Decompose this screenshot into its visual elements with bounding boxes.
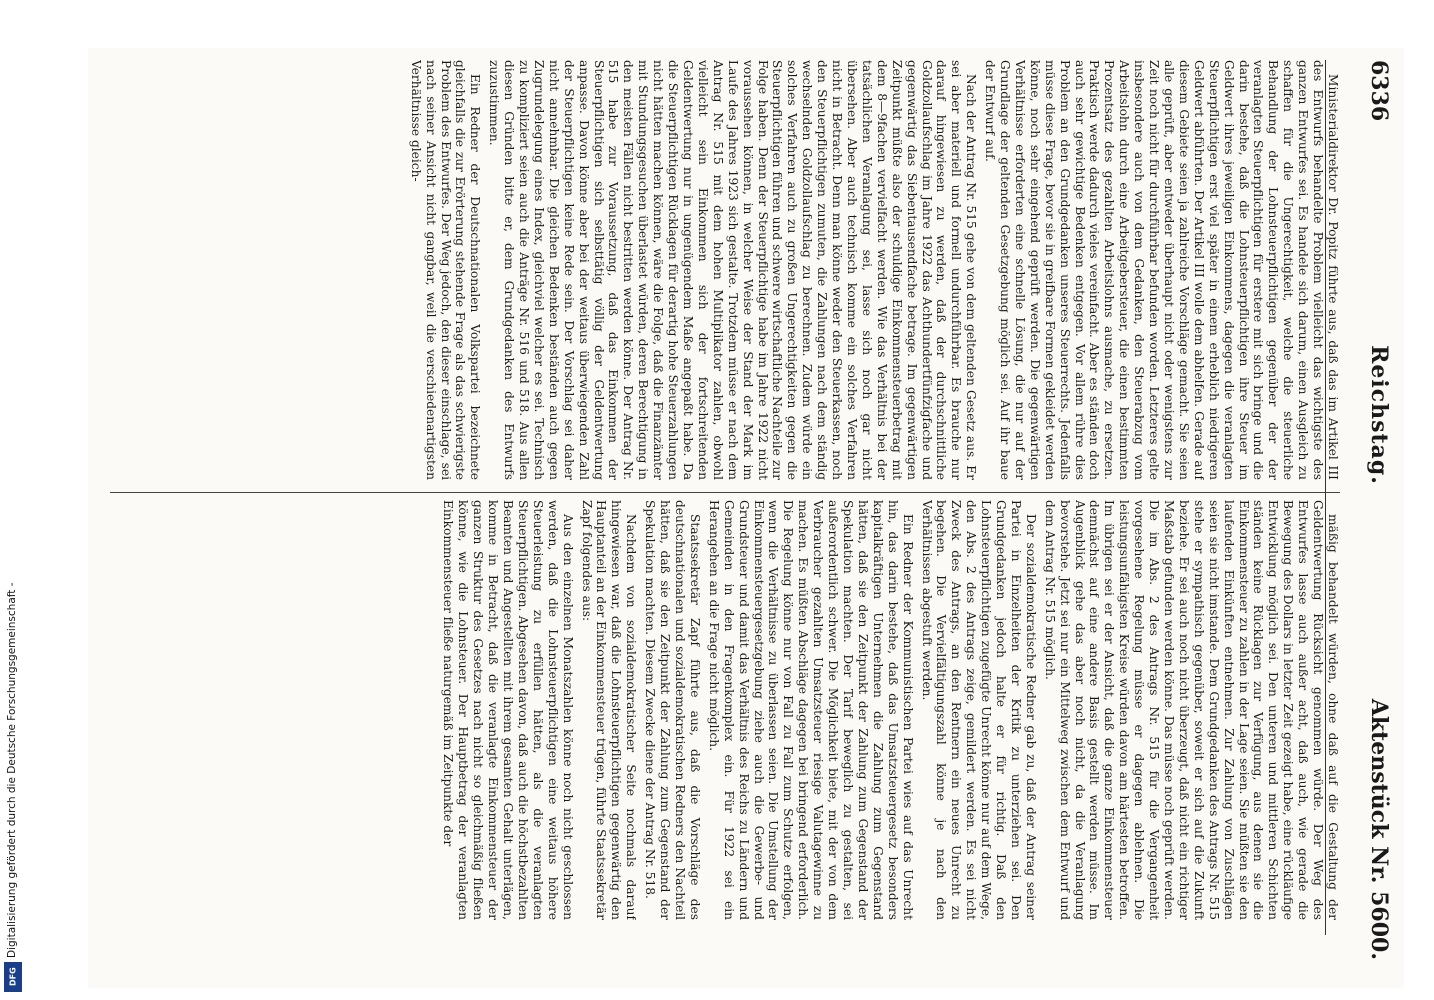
left-column [130,60,1340,480]
page-number: 6336 [1366,60,1392,122]
paragraph: Nachdem von sozialdemokratischer Seite nochmals darauf hingewiesen war, daß die Lohnsteuerpflichtigen gegenwärtig den Hauptanteil an der Einkommensteuer trügen, führte Staatssekretär Zapf folgendes aus: [579,500,639,920]
dfg-logo: DFG [4,962,22,992]
paragraph: Nach der Antrag Nr. 515 gehe von dem geltenden Gesetz aus. Er sei aber materiell und formell undurchführbar. Es brauche nur darauf hingewiesen zu werden, daß der durchschnittliche Goldzollaufschlag im Jahre 1922 das Achthundertfünfzigfache und gegenwärtig das Siebentausendfache betrage. Im gegenwärtigen Zeitpunkt müßte also der schuldige Einkommensteuerbetrag mit dem 8—9fachen vervielfacht werden. Wie das Verhältnis bei der tatsächlichen Veranlagung sei, lasse sich noch gar nicht übersehen. Aber auch technisch komme ein solches Verfahren nicht in Betracht. Denn man könne weder den Steuerkassen, noch den Steuerpflichtigen zumuten, die Zahlungen nach dem ständig wechselnden Goldzollaufschlag zu berechnen. Zudem würde ein solches Verfahren auch zu großen Ungerechtigkeiten gegen die Steuerpflichtigen führen und schwere wirtschaftliche Nachteile zur Folge haben. Denn der Steuerpflichtige habe im Jahre 1922 nicht voraussehen können, in welcher Weise der Stand der Mark im Laufe des Jahres 1923 sich gestalte. Trotzdem müsse er nach dem Antrag Nr. 515 mit dem hohen Multiplikator zahlen, obwohl vielleicht sein Einkommen sich der fortschreitenden Geldentwertung nur in ungenügendem Maße angepaßt habe. Da die Steuerpflichtigen Rücklagen für derartig hohe Steuerzahlungen nicht hätten machen können, wäre die Folge, daß die Finanzämter mit Stundungsgesuchen überlastet würden, deren Berechtigung in den meisten Fällen nicht bestritten werden könne. Der Antrag Nr. 515 habe zur Voraussetzung, daß das Einkommen der Steuerpflichtigen sich selbsttätig völlig der Geldentwertung anpasse. Davon könne aber bei der weitaus überwiegenden Zahl der Steuerpflichtigen keine Rede sein. Der Vorschlag sei daher nicht annehmbar. Die gleichen Bedenken beständen auch gegen Zugrundelegung eines Index, gleichviel welcher es sei. Technisch zu kompliziert seien auch die Anträge Nr. 516 und 518. Aus allen diesen Gründen bitte er, dem Grundgedanken des Entwurfs zuzustimmen. [487,60,979,480]
page-header [1352,60,1392,960]
digitization-credit [0,0,30,1000]
paragraph: Aus den einzelnen Monatszahlen könne noch nicht geschlossen werden, daß die Lohnsteuerpflichtigen eine weitaus höhere Steuerleistung zu erfüllen hätten, als die veranlagten Steuerpflichtigen. Abgesehen davon, daß auch die höchstbezahlten Beamten und Angestellten mit ihrem gesamten Gehalt unterlägen, komme in Betracht, daß die veranlagte Einkommensteuer der ganzen Struktur des Gesetzes nach nicht so gleichmäßig fließen könne, wie die Lohnsteuer. Der Hauptbetrag der veranlagten Einkommensteuer fließe naturgemäß im Zeitpunkte der [441,500,575,920]
paragraph: mäßig behandelt würden, ohne daß auf die Gestaltung der Geldentwertung Rücksicht genommen würde. Der Weg des Entwurfes lasse auch außer acht, daß auch, wie gerade die Bewegung des Dollars in letzter Zeit gezeigt habe, eine rückläufige Entwicklung möglich sei. Den unteren und mittleren Schichten ständen keine Rücklagen zur Verfügung, aus denen sie die Einkommensteuer zu zahlen in der Lage seien. Sie müßten sie den laufenden Einkünften entnehmen. Zur Zahlung von Zuschlägen seien sie nicht imstande. Dem Grundgedanken des Antrags Nr. 515 stehe er sympathisch gegenüber, soweit er sich auf die Zukunft beziehe. Er sei auch noch nicht überzeugt, daß nicht ein richtiger Maßstab gefunden werden könne. Das müsse noch geprüft werden. Die im Abs. 2 des Antrags Nr. 515 für die Vergangenheit vorgesehene Regelung müsse er dagegen ablehnen. Die leistungsunfähigsten Kreise würden davon am härtesten betroffen. Im übrigen sei er der Ansicht, daß die ganze Einkommensteuer demnächst auf eine andere Basis gestellt werden müsse. Im Augenblick gehe das aber noch nicht, da die Veranlagung bevorstehe. Jetzt sei nur ein Mittelweg zwischen dem Entwurf und dem Antrag Nr. 515 möglich. [1042,500,1340,920]
credit-text: Digitalisierung gefördert durch die Deutsche Forschungsgemeinschaft - [6,582,18,958]
paragraph: Ein Redner der Kommunistischen Partei wies auf das Unrecht hin, das darin bestehe, daß das Umsatzsteuergesetz besonders kapitalkräftigen Unternehmen die Zahlung zum Gegenstand hätten, daß sie den Zeitpunkt der Zahlung zum Gegenstand der Spekulation machten. Der Tarif beweglich zu gestalten, sei außerordentlich schwer. Die Möglichkeit biete, mit der von dem Verbraucher gezahlten Umsatzsteuer riesige Valutagewinne zu machen. Es müßten Abschläge dagegen bei bringend erforderlich. Die Regelung könne nur von Fall zu Fall zum Schutze erfolgen, wenn die Verhältnisse zu überlassen seien. Die Umstellung der Einkommensteuergesetzgebung ziehe auch die Gewerbe- und Grundsteuer und damit das Verhältnis des Reichs zu Ländern und Gemeinden in den Fragenkomplex ein. Für 1922 sei ein Herangehen an die Frage nicht möglich. [706,500,915,920]
right-column [130,500,1340,920]
paragraph: Ministerialdirektor Dr. Popitz führte aus, daß das im Artikel III des Entwurfs behandelte Problem vielleicht das wichtigste des ganzen Entwurfes sei. Es handele sich darum, einen Ausgleich zu schaffen für die Ungerechtigkeit, welche die steuerliche Behandlung der Lohnsteuerpflichtigen gegenüber der der veranlagten Steuerpflichtigen für erstere mit sich bringe und die darin bestehe, daß die Lohnsteuerpflichtigen ihre Steuer im Geldwert ihres jeweiligen Einkommens, dagegen die veranlagten Steuerpflichtigen erst viel später in einem erheblich niedrigeren Geldwert abführten. Der Artikel III wolle dem abhelfen. Gerade auf diesem Gebiete seien ja zahlreiche Vorschläge gemacht. Sie seien alle geprüft, aber entweder überhaupt nicht oder wenigstens zur Zeit noch nicht für durchführbar befunden worden. Letzteres gelte insbesondere auch von dem Gedanken, den Steuerabzug vom Arbeitslohn durch eine Arbeitgebersteuer, die einen bestimmten Prozentsatz des gezahlten Arbeitslohns ausmache, zu ersetzen. Praktisch werde dadurch vieles vereinfacht. Aber es ständen doch auch sehr gewichtige Bedenken entgegen. Vor allem rühre dies Problem an den Grundgedanken unseres Steuerrechts. Jedenfalls müsse diese Frage, bevor sie in greifbare Formen gekleidet werden könne, noch sehr eingehend geprüft werden. Die gegenwärtigen Verhältnisse erforderten eine schnelle Lösung, die nur auf der Grundlage der geltenden Gesetzgebung möglich sei. Auf ihr baue der Entwurf auf. [983,60,1340,480]
paragraph: Staatssekretär Zapf führte aus, daß die Vorschläge des deutschnationalen und sozialdemokratischen Redners den Nachteil hätten, daß sie den Zeitpunkt der Zahlung zum Gegenstand der Spekulation machten. Diesem Zwecke diene der Antrag Nr. 518. [643,500,702,920]
running-title: Reichstag. [1366,345,1392,485]
column-divider [110,492,1340,493]
document-label: Aktenstück Nr. 5600. [1366,698,1392,960]
paragraph: Der sozialdemokratische Redner gab zu, daß der Antrag seiner Partei in Einzelheiten der Kritik zu unterziehen sei. Den Grundgedanken jedoch halte er für richtig. Daß den Lohnsteuerpflichtigen zugefügte Unrecht könne nur auf dem Wege, den Abs. 2 des Antrags zeige, gemildert werden. Es sei nicht Zweck des Antrags, an den Rentnern ein neues Unrecht zu begehen. Die Vervielfältigungszahl könne je nach den Verhältnissen abgestuft werden. [919,500,1038,920]
paragraph: Ein Redner der Deutschnationalen Volkspartei bezeichnete gleichfalls die zur Erörterung stehende Frage als das schwierigste Problem des Entwurfes. Der Weg jedoch, den dieser einschlage, sei nach seiner Ansicht nicht gangbar, weil die verschiedenartigsten Verhältnisse gleich- [408,60,483,480]
